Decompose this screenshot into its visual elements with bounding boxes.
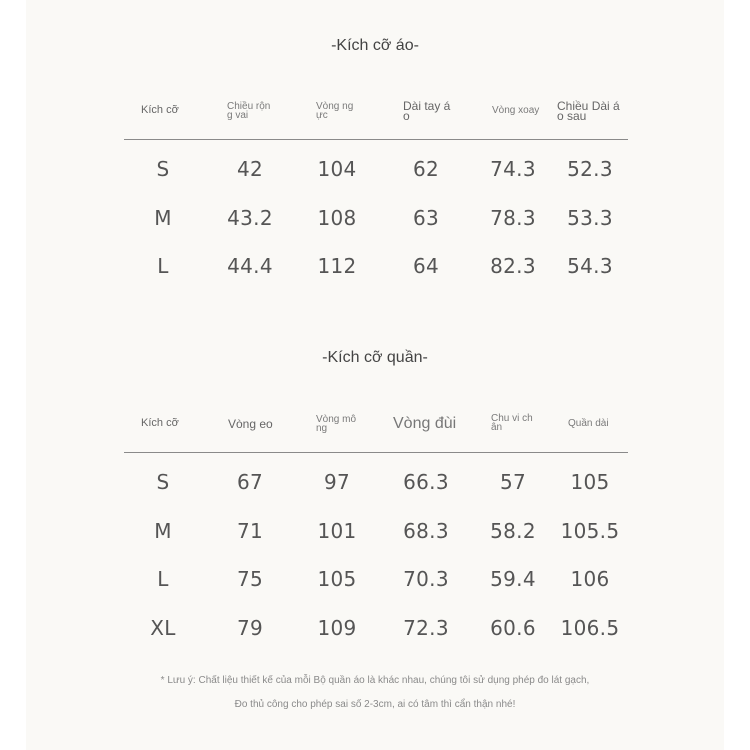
bottom-header-pants-length: Quần dài — [568, 418, 609, 429]
value-cell: 75 — [236, 567, 264, 591]
top-header-back-length: Chiều Dài á o sau — [557, 99, 620, 123]
value-cell: 74.3 — [490, 157, 536, 181]
bottom-header-waist: Vòng eo — [228, 417, 273, 431]
value-cell: 68.3 — [403, 519, 449, 543]
value-cell: 53.3 — [567, 206, 613, 230]
top-header-shoulder-width: Chiều rộn g vai — [227, 101, 271, 121]
value-cell: 104 — [317, 157, 357, 181]
value-cell: 63 — [412, 206, 440, 230]
size-cell: L — [157, 567, 169, 591]
size-cell: S — [156, 157, 170, 181]
size-cell: XL — [150, 616, 176, 640]
top-header-size: Kích cỡ — [141, 104, 179, 116]
value-cell: 112 — [317, 254, 357, 278]
value-cell: 72.3 — [403, 616, 449, 640]
value-cell: 59.4 — [490, 567, 536, 591]
bottom-header-hip: Vòng mô ng — [316, 414, 357, 434]
value-cell: 106 — [570, 567, 610, 591]
bottom-header-leg-opening: Chu vi ch ân — [491, 413, 533, 433]
value-cell: 101 — [317, 519, 357, 543]
value-cell: 105.5 — [560, 519, 620, 543]
value-cell: 54.3 — [567, 254, 613, 278]
value-cell: 67 — [236, 470, 264, 494]
value-cell: 64 — [412, 254, 440, 278]
measurement-note-line2: Đo thủ công cho phép sai số 2-3cm, ai có tâm thì cẩn thận nhé! — [234, 699, 516, 710]
value-cell: 108 — [317, 206, 357, 230]
value-cell: 60.6 — [490, 616, 536, 640]
value-cell: 109 — [317, 616, 357, 640]
value-cell: 66.3 — [403, 470, 449, 494]
value-cell: 105 — [317, 567, 357, 591]
value-cell: 71 — [236, 519, 264, 543]
value-cell: 97 — [323, 470, 351, 494]
size-cell: S — [156, 470, 170, 494]
size-cell: M — [154, 206, 172, 230]
value-cell: 106.5 — [560, 616, 620, 640]
measurement-note-line1: * Lưu ý: Chất liệu thiết kế của mỗi Bộ quần áo là khác nhau, chúng tôi sử dụng phép đo lát gạch, — [160, 675, 590, 686]
value-cell: 43.2 — [227, 206, 273, 230]
value-cell: 105 — [570, 470, 610, 494]
value-cell: 78.3 — [490, 206, 536, 230]
top-header-chest: Vòng ng ực — [316, 101, 354, 121]
size-cell: M — [154, 519, 172, 543]
top-table-divider — [124, 139, 628, 140]
bottom-table-title: -Kích cỡ quần- — [322, 349, 428, 366]
bottom-header-thigh: Vòng đùi — [393, 415, 457, 432]
value-cell: 82.3 — [490, 254, 536, 278]
top-header-sleeve-length: Dài tay á o — [403, 99, 451, 123]
top-table-title: -Kích cỡ áo- — [331, 37, 419, 54]
bottom-table-divider — [124, 452, 628, 453]
size-cell: L — [157, 254, 169, 278]
value-cell: 57 — [499, 470, 527, 494]
value-cell: 62 — [412, 157, 440, 181]
value-cell: 70.3 — [403, 567, 449, 591]
value-cell: 52.3 — [567, 157, 613, 181]
bottom-header-size: Kích cỡ — [141, 417, 179, 429]
value-cell: 79 — [236, 616, 264, 640]
value-cell: 44.4 — [227, 254, 273, 278]
value-cell: 42 — [236, 157, 264, 181]
top-header-armhole: Vòng xoay — [492, 105, 540, 116]
value-cell: 58.2 — [490, 519, 536, 543]
